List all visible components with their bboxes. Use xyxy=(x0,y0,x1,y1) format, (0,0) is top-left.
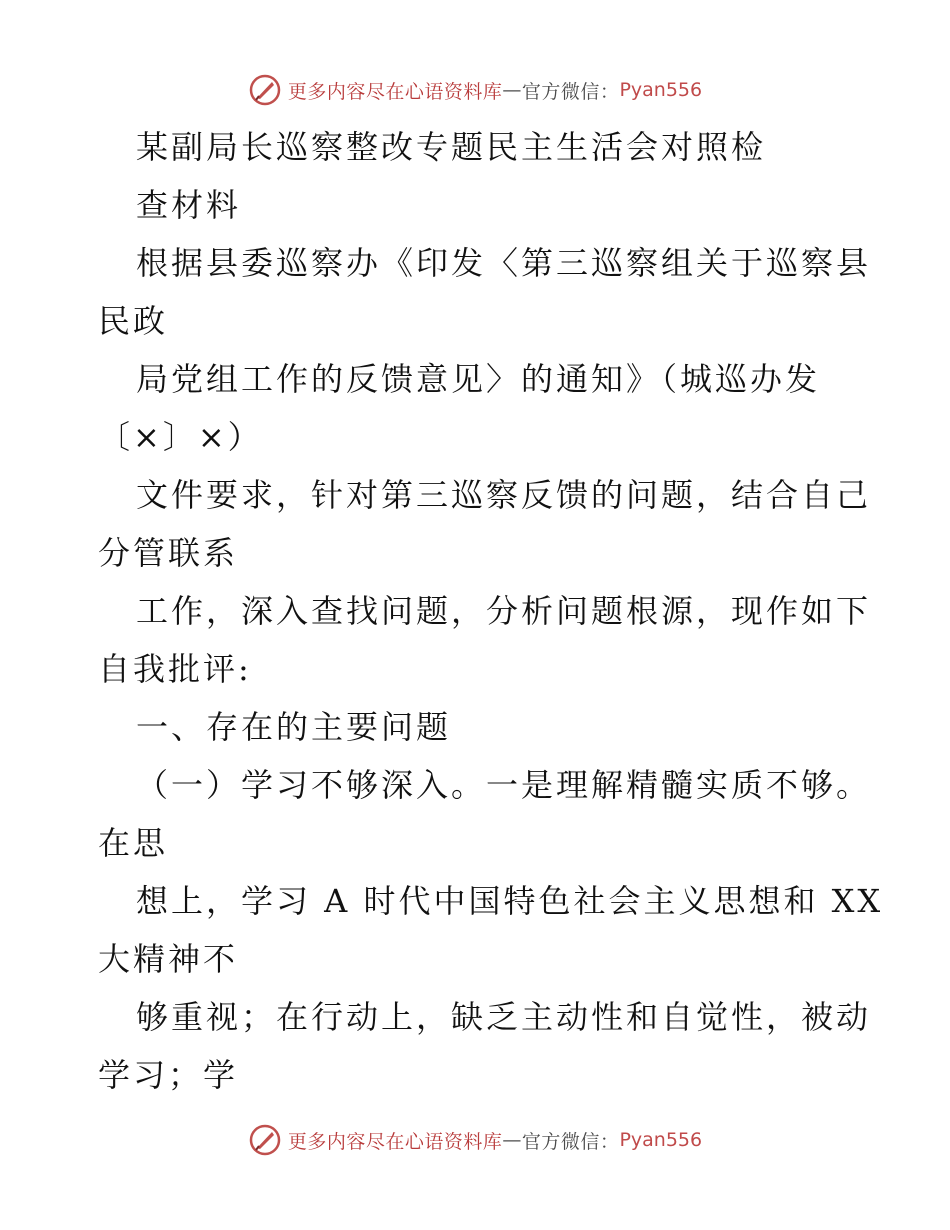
doc-paragraph-line: 〔×〕×） xyxy=(98,418,263,456)
doc-paragraph-line: 工作，深入查找问题，分析问题根源，现作如下 xyxy=(136,592,872,630)
doc-paragraph-line: 局党组工作的反馈意见〉的通知》（城巡办发 xyxy=(136,360,821,398)
doc-title-line-2: 查材料 xyxy=(136,186,242,224)
document-body xyxy=(98,118,884,1104)
doc-paragraph-line: 自我批评: xyxy=(98,650,252,688)
watermark-wechat-id: Pyan556 xyxy=(619,1129,703,1151)
footer-watermark xyxy=(0,1120,950,1160)
watermark-dash: — xyxy=(502,79,522,101)
watermark-dash: — xyxy=(502,1129,522,1151)
doc-paragraph-line: 大精神不 xyxy=(98,940,239,978)
watermark-text: 更多内容尽在心语资料库 xyxy=(287,1130,503,1153)
doc-paragraph-line: 根据县委巡察办《印发〈第三巡察组关于巡察县 xyxy=(136,244,872,282)
watermark-official: 官方微信： xyxy=(521,80,620,103)
feather-pen-logo-icon xyxy=(248,73,282,107)
doc-paragraph-line: 文件要求，针对第三巡察反馈的问题，结合自己 xyxy=(136,476,872,514)
watermark-official: 官方微信： xyxy=(521,1130,620,1153)
doc-paragraph-line: 分管联系 xyxy=(98,534,239,572)
section-heading: 一、存在的主要问题 xyxy=(136,708,452,746)
doc-paragraph-line: 在思 xyxy=(98,824,169,862)
doc-title-line-1: 某副局长巡察整改专题民主生活会对照检 xyxy=(136,128,767,166)
feather-pen-logo-icon xyxy=(248,1123,282,1157)
doc-paragraph-line: 民政 xyxy=(98,302,169,340)
doc-paragraph-line: （一）学习不够深入。一是理解精髓实质不够。 xyxy=(136,766,872,804)
doc-paragraph-line: 学习；学 xyxy=(98,1056,239,1094)
watermark-wechat-id: Pyan556 xyxy=(619,79,703,101)
doc-paragraph-line: 想上，学习 A 时代中国特色社会主义思想和 XX xyxy=(136,882,884,920)
watermark-text: 更多内容尽在心语资料库 xyxy=(287,80,503,103)
doc-paragraph-line: 够重视；在行动上，缺乏主动性和自觉性，被动 xyxy=(136,998,872,1036)
header-watermark xyxy=(0,70,950,110)
